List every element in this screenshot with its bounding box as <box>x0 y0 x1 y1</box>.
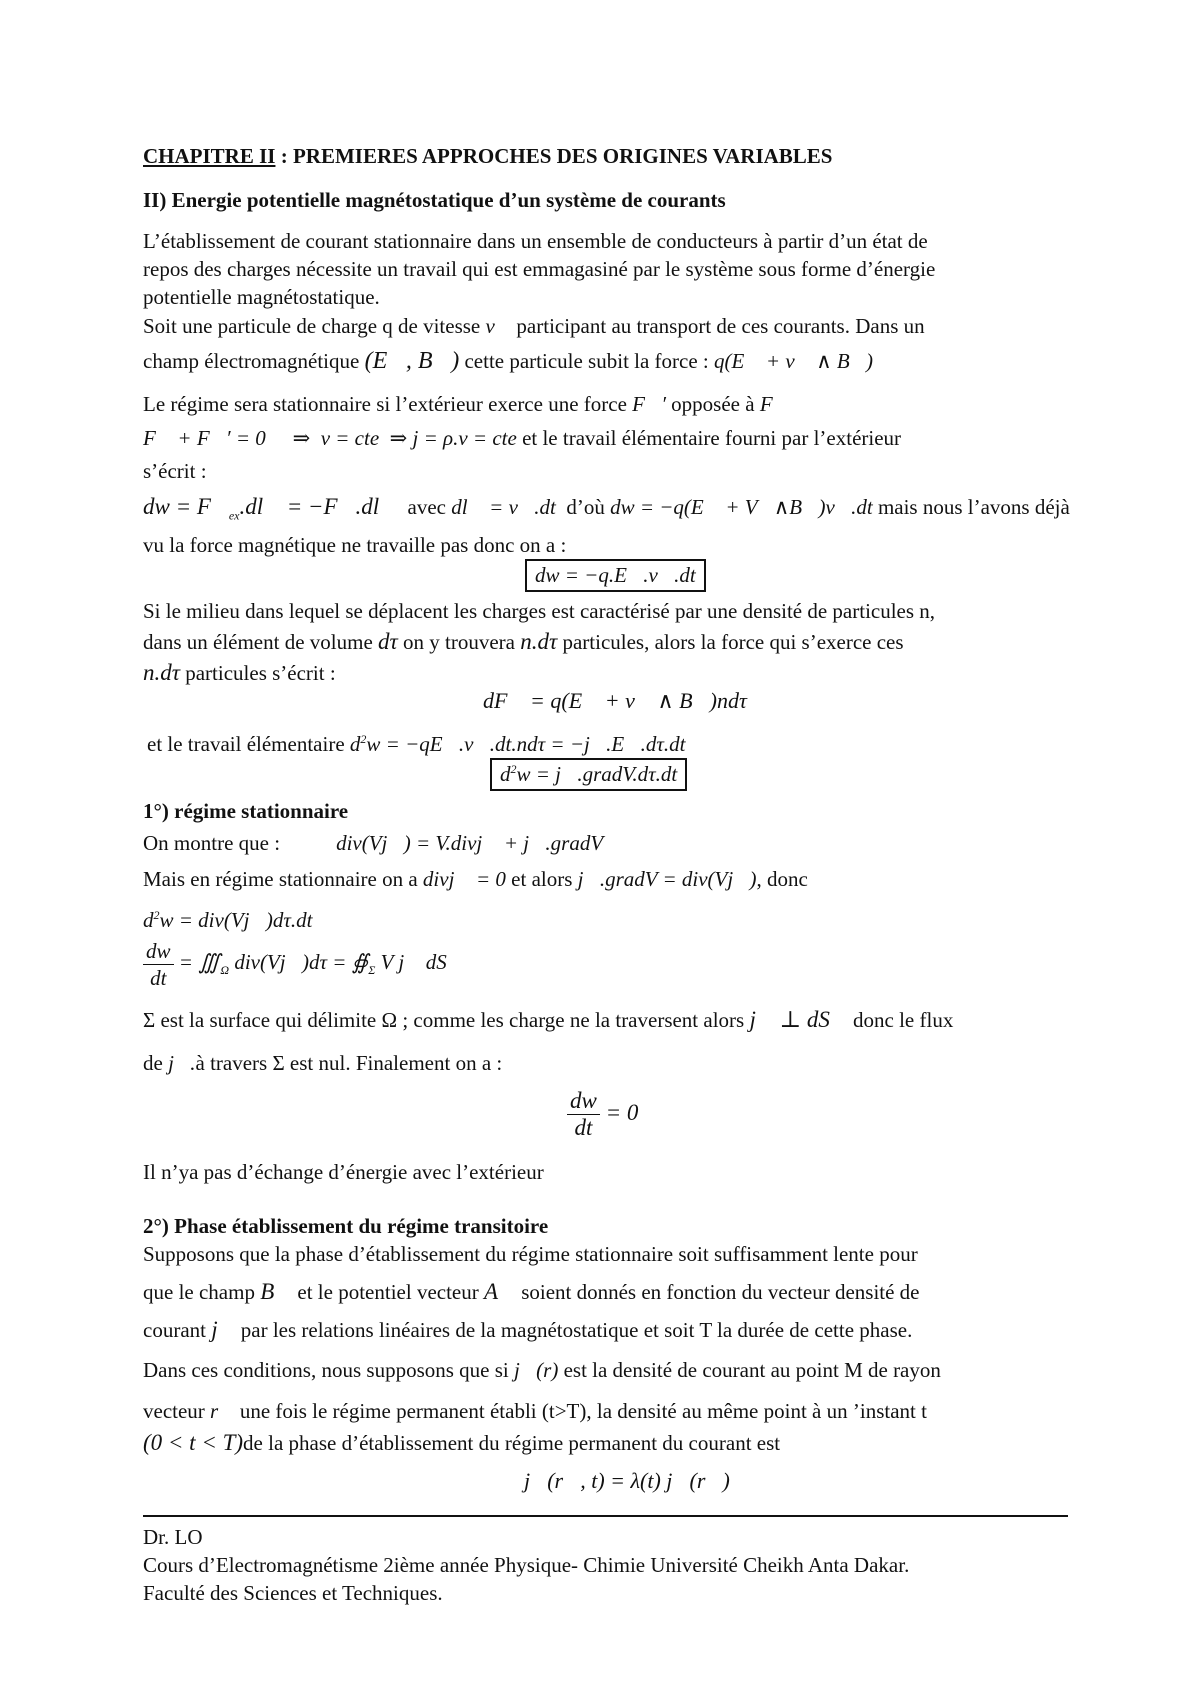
text-run: champ électromagnétique <box>143 349 360 373</box>
formula: n.dτ <box>520 629 558 654</box>
formula: r⃗ <box>210 1399 235 1423</box>
footer-faculty: Faculté des Sciences et Techniques. <box>143 1581 443 1605</box>
paragraph-line <box>143 938 463 991</box>
formula: n.dτ <box>143 660 180 685</box>
formula: A⃗ <box>484 1279 516 1304</box>
text-run: donc le flux <box>853 1008 954 1032</box>
boxed-formula: $d^2w$ = j⃗.gradV.dτ.dt <box>490 758 687 791</box>
paragraph-line <box>143 866 808 892</box>
subsection-heading: 2°) Phase établissement du régime transitoire <box>143 1214 549 1238</box>
paragraph-line <box>143 1279 920 1305</box>
paragraph-line <box>143 660 336 686</box>
paragraph-line <box>143 1050 502 1076</box>
paragraph-line: potentielle magnétostatique. <box>143 285 380 309</box>
text-run: par les relations linéaires de la magnétostatique et soit T la durée de cette phase. <box>240 1318 913 1342</box>
formula: j⃗(r) <box>514 1358 559 1382</box>
footer-divider <box>143 1515 1068 1517</box>
formula: j⃗.gradV = div(Vj⃗) <box>577 867 757 891</box>
formula: dτ <box>378 629 398 654</box>
chapter-label: CHAPITRE II <box>143 144 276 168</box>
text-run: que le champ <box>143 1280 255 1304</box>
paragraph-line <box>143 494 1070 529</box>
formula: dw = $F⃗_{ex}.dl⃗$ = −F⃗.dl⃗ <box>143 494 398 523</box>
paragraph-line <box>147 726 685 757</box>
boxed-formula: dw = −q.E⃗.v⃗.dt <box>525 559 706 592</box>
chapter-rest: : PREMIERES APPROCHES DES ORIGINES VARIABLES <box>275 144 833 168</box>
paragraph-line: vu la force magnétique ne travaille pas donc on a : <box>143 533 567 557</box>
paragraph-line <box>143 629 904 655</box>
text-run: de <box>143 1051 163 1075</box>
formula: $d^2w$ = −qE⃗.v⃗.dt.ndτ = −j⃗.E⃗.dτ.dt <box>349 732 686 756</box>
formula-display: j⃗(r⃗, t) = λ(t) j⃗(r⃗) <box>524 1468 730 1493</box>
fraction: $\frac{dw}{dt}$ <box>567 1088 600 1141</box>
text-run: Σ est la surface qui délimite Ω ; comme les charge ne la traversent alors <box>143 1008 745 1032</box>
text-run: on y trouvera <box>403 630 515 654</box>
paragraph-line <box>143 902 312 933</box>
text-run: Dans ces conditions, nous supposons que si <box>143 1358 509 1382</box>
text-run: participant au transport de ces courants. Dans un <box>516 314 925 338</box>
text-run: dans un élément de volume <box>143 630 373 654</box>
text-run: On montre que : <box>143 831 281 855</box>
text-run: à travers Σ est nul. Finalement on a : <box>195 1051 503 1075</box>
paragraph-line <box>143 1317 912 1343</box>
paragraph-line <box>143 1357 941 1383</box>
formula: j⃗. <box>168 1051 196 1075</box>
formula: dw = −q(E⃗ + V⃗∧B⃗)v⃗.dt <box>610 495 873 519</box>
formula: F⃗′ <box>632 392 666 416</box>
formula: v⃗ <box>485 314 512 338</box>
text-run: vecteur <box>143 1399 205 1423</box>
paragraph-line: L’établissement de courant stationnaire dans un ensemble de conducteurs à partir d’un état de <box>143 229 928 253</box>
subsection-heading: 1°) régime stationnaire <box>143 799 349 823</box>
formula: F⃗ <box>759 392 789 416</box>
text-run: d’où <box>566 495 605 519</box>
paragraph-line <box>143 313 925 339</box>
text-run: avec <box>407 495 446 519</box>
formula: q(E⃗ + v⃗ ∧ B⃗) <box>714 349 874 373</box>
text-run: , donc <box>756 867 808 891</box>
text-run: et alors <box>511 867 573 891</box>
footer-course: Cours d’Electromagnétisme 2ième année Physique- Chimie Université Cheikh Anta Dakar. <box>143 1553 910 1577</box>
paragraph-line <box>143 1007 953 1033</box>
text-run: et le travail élémentaire fourni par l’extérieur <box>522 426 902 450</box>
formula: j⃗ ⊥ dS⃗ <box>749 1007 848 1032</box>
text-run: Mais en régime stationnaire on a <box>143 867 418 891</box>
text-run: Soit une particule de charge q de vitesse <box>143 314 481 338</box>
formula-display: $\frac{dw}{dt}$ = 0 <box>567 1088 638 1141</box>
paragraph-line: s’écrit : <box>143 459 207 483</box>
paragraph-line <box>143 391 789 417</box>
formula: (0 < t < T) <box>143 1430 244 1455</box>
section-heading: II) Energie potentielle magnétostatique d’un système de courants <box>143 188 726 212</box>
formula: = $∭_\Omega$ div(Vj⃗)dτ = $∯_\Sigma$ V j⃗ dS⃗ <box>173 950 464 978</box>
formula: dl⃗ = v⃗.dt <box>451 495 556 519</box>
text-run: mais nous l’avons déjà <box>877 495 1070 519</box>
paragraph-line: repos des charges nécessite un travail qui est emmagasiné par le système sous forme d’énergie <box>143 257 936 281</box>
formula: B⃗ <box>260 1279 293 1304</box>
formula: (E⃗, B⃗) <box>364 348 460 374</box>
chapter-title <box>143 143 832 169</box>
text-run: particules, alors la force qui s’exerce ces <box>562 630 904 654</box>
text-run: particules s’écrit : <box>185 661 336 685</box>
text-run: est la densité de courant au point M de rayon <box>563 1358 941 1382</box>
text-run: de la phase d’établissement du régime permanent du courant est <box>243 1431 781 1455</box>
text-run: opposée à <box>671 392 755 416</box>
formula: F⃗ + F⃗′ = 0⃗ ⇒ v = cte ⇒ j = ρ.v = cte <box>143 426 517 450</box>
paragraph-line <box>143 1430 780 1456</box>
footer-author: Dr. LO <box>143 1525 203 1549</box>
text-run: courant <box>143 1318 206 1342</box>
formula: divj⃗ = 0 <box>422 867 506 891</box>
paragraph-line: Supposons que la phase d’établissement du régime stationnaire soit suffisamment lente pour <box>143 1242 918 1266</box>
formula: $d^2w$ = div(Vj⃗)dτ.dt <box>143 908 313 932</box>
paragraph-line <box>143 1398 927 1424</box>
text-run: et le travail élémentaire <box>147 732 345 756</box>
paragraph-line: Il n’ya pas d’échange d’énergie avec l’extérieur <box>143 1160 544 1184</box>
formula-display: dF⃗ = q(E⃗ + v⃗ ∧ B⃗)ndτ <box>483 688 747 713</box>
fraction: $\frac{dw}{dt}$ <box>143 938 174 991</box>
text-run: Le régime sera stationnaire si l’extérieur exerce une force <box>143 392 627 416</box>
paragraph-line <box>143 830 603 856</box>
paragraph-line <box>143 425 901 451</box>
text-run: et le potentiel vecteur <box>297 1280 479 1304</box>
paragraph-line <box>143 348 873 374</box>
paragraph-line: Si le milieu dans lequel se déplacent les charges est caractérisé par une densité de particules n, <box>143 599 936 623</box>
formula: div(Vj⃗) = V.divj⃗ + j⃗.gradV <box>336 831 604 855</box>
text-run: une fois le régime permanent établi (t>T), la densité au même point à un ’instant t <box>239 1399 927 1423</box>
formula: j⃗ <box>211 1317 236 1342</box>
text-run: soient donnés en fonction du vecteur densité de <box>521 1280 920 1304</box>
text-run: cette particule subit la force : <box>464 349 709 373</box>
